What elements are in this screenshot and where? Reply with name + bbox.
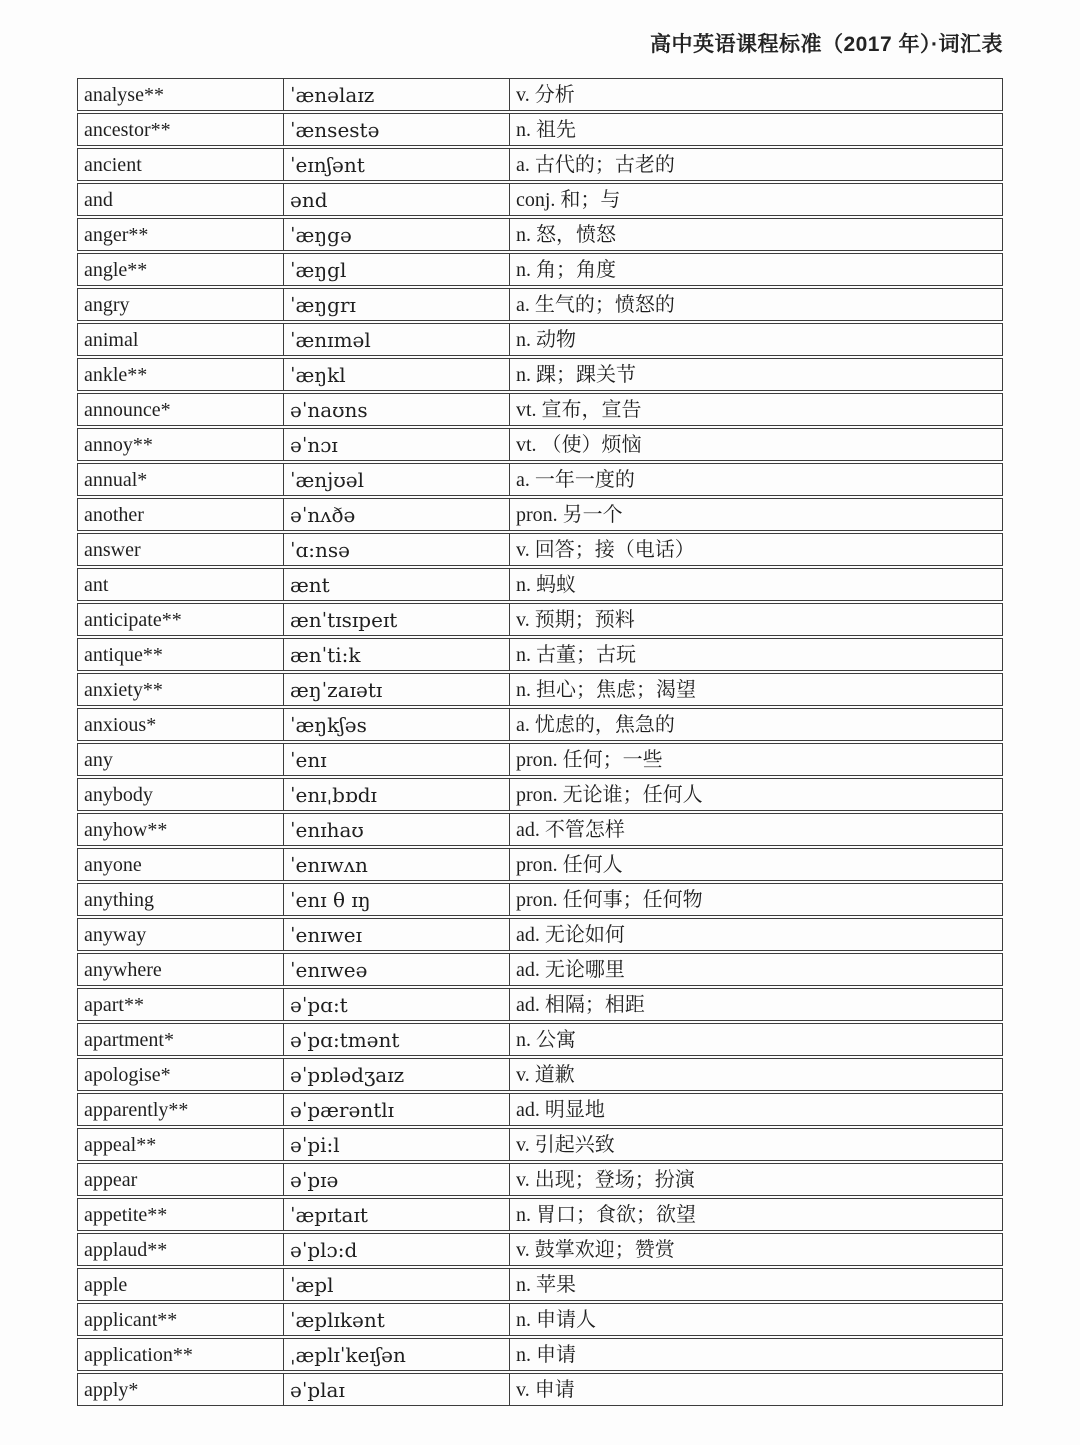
- word-cell: anger**: [77, 218, 283, 251]
- phonetic-cell: əˈnɔɪ: [283, 428, 509, 461]
- phonetic-cell: ænˈtɪsɪpeɪt: [283, 603, 509, 636]
- table-row: [77, 358, 1003, 391]
- meaning-cell: n. 担心；焦虑；渴望: [509, 673, 1003, 706]
- meaning-cell: ad. 明显地: [509, 1093, 1003, 1126]
- vocab-table: [77, 76, 1003, 1408]
- phonetic-cell: əˈnaʊns: [283, 393, 509, 426]
- meaning-cell: n. 苹果: [509, 1268, 1003, 1301]
- word-cell: anticipate**: [77, 603, 283, 636]
- meaning-cell: pron. 任何；一些: [509, 743, 1003, 776]
- phonetic-cell: ˈeɪnʃənt: [283, 148, 509, 181]
- table-row: [77, 1093, 1003, 1126]
- word-cell: angry: [77, 288, 283, 321]
- word-cell: anyway: [77, 918, 283, 951]
- phonetic-cell: ˈɑ:nsə: [283, 533, 509, 566]
- phonetic-cell: ˈæplɪkənt: [283, 1303, 509, 1336]
- meaning-cell: a. 忧虑的，焦急的: [509, 708, 1003, 741]
- table-row: [77, 1198, 1003, 1231]
- table-row: [77, 743, 1003, 776]
- phonetic-cell: əˈnʌðə: [283, 498, 509, 531]
- table-row: [77, 1268, 1003, 1301]
- table-row: [77, 848, 1003, 881]
- meaning-cell: ad. 无论哪里: [509, 953, 1003, 986]
- word-cell: ant: [77, 568, 283, 601]
- phonetic-cell: ənd: [283, 183, 509, 216]
- meaning-cell: n. 公寓: [509, 1023, 1003, 1056]
- table-row: [77, 708, 1003, 741]
- table-row: [77, 813, 1003, 846]
- meaning-cell: pron. 任何事；任何物: [509, 883, 1003, 916]
- meaning-cell: v. 申请: [509, 1373, 1003, 1406]
- phonetic-cell: əˈpɑ:tmənt: [283, 1023, 509, 1056]
- meaning-cell: ad. 相隔；相距: [509, 988, 1003, 1021]
- word-cell: annoy**: [77, 428, 283, 461]
- table-row: [77, 603, 1003, 636]
- word-cell: animal: [77, 323, 283, 356]
- phonetic-cell: ˈæŋkʃəs: [283, 708, 509, 741]
- word-cell: announce*: [77, 393, 283, 426]
- meaning-cell: pron. 任何人: [509, 848, 1003, 881]
- word-cell: apart**: [77, 988, 283, 1021]
- meaning-cell: n. 古董；古玩: [509, 638, 1003, 671]
- word-cell: anything: [77, 883, 283, 916]
- phonetic-cell: ænˈti:k: [283, 638, 509, 671]
- phonetic-cell: ˈenɪ: [283, 743, 509, 776]
- word-cell: angle**: [77, 253, 283, 286]
- table-row: [77, 218, 1003, 251]
- table-row: [77, 428, 1003, 461]
- word-cell: annual*: [77, 463, 283, 496]
- word-cell: application**: [77, 1338, 283, 1371]
- phonetic-cell: ˈenɪweɪ: [283, 918, 509, 951]
- meaning-cell: vt. 宣布，宣告: [509, 393, 1003, 426]
- table-row: [77, 148, 1003, 181]
- meaning-cell: a. 一年一度的: [509, 463, 1003, 496]
- phonetic-cell: əˈpɒlədʒaɪz: [283, 1058, 509, 1091]
- meaning-cell: n. 蚂蚁: [509, 568, 1003, 601]
- phonetic-cell: ˈæpl: [283, 1268, 509, 1301]
- word-cell: apartment*: [77, 1023, 283, 1056]
- word-cell: applicant**: [77, 1303, 283, 1336]
- phonetic-cell: ˈenɪ θ ɪŋ: [283, 883, 509, 916]
- phonetic-cell: ˈenɪˌbɒdɪ: [283, 778, 509, 811]
- phonetic-cell: ænt: [283, 568, 509, 601]
- word-cell: appetite**: [77, 1198, 283, 1231]
- meaning-cell: n. 申请: [509, 1338, 1003, 1371]
- meaning-cell: n. 角；角度: [509, 253, 1003, 286]
- phonetic-cell: ˈænjʊəl: [283, 463, 509, 496]
- table-row: [77, 288, 1003, 321]
- word-cell: analyse**: [77, 78, 283, 111]
- table-row: [77, 1233, 1003, 1266]
- meaning-cell: ad. 无论如何: [509, 918, 1003, 951]
- word-cell: another: [77, 498, 283, 531]
- table-row: [77, 533, 1003, 566]
- word-cell: anxiety**: [77, 673, 283, 706]
- meaning-cell: v. 分析: [509, 78, 1003, 111]
- word-cell: and: [77, 183, 283, 216]
- meaning-cell: ad. 不管怎样: [509, 813, 1003, 846]
- phonetic-cell: əˈpi:l: [283, 1128, 509, 1161]
- table-row: [77, 1128, 1003, 1161]
- word-cell: appeal**: [77, 1128, 283, 1161]
- phonetic-cell: æŋˈzaɪətɪ: [283, 673, 509, 706]
- meaning-cell: v. 出现；登场；扮演: [509, 1163, 1003, 1196]
- table-row: [77, 568, 1003, 601]
- meaning-cell: n. 胃口；食欲；欲望: [509, 1198, 1003, 1231]
- word-cell: apply*: [77, 1373, 283, 1406]
- phonetic-cell: əˈpærəntlɪ: [283, 1093, 509, 1126]
- table-row: [77, 638, 1003, 671]
- phonetic-cell: ˈæŋkl: [283, 358, 509, 391]
- table-row: [77, 778, 1003, 811]
- meaning-cell: pron. 无论谁；任何人: [509, 778, 1003, 811]
- table-row: [77, 883, 1003, 916]
- table-row: [77, 253, 1003, 286]
- meaning-cell: n. 怒，愤怒: [509, 218, 1003, 251]
- word-cell: applaud**: [77, 1233, 283, 1266]
- table-row: [77, 1303, 1003, 1336]
- table-row: [77, 393, 1003, 426]
- word-cell: ancient: [77, 148, 283, 181]
- table-row: [77, 1058, 1003, 1091]
- page-title: 高中英语课程标准（2017 年）·词汇表: [649, 33, 1003, 56]
- phonetic-cell: ˈenɪwʌn: [283, 848, 509, 881]
- phonetic-cell: əˈpɑ:t: [283, 988, 509, 1021]
- meaning-cell: n. 动物: [509, 323, 1003, 356]
- phonetic-cell: ˈenɪhaʊ: [283, 813, 509, 846]
- word-cell: any: [77, 743, 283, 776]
- meaning-cell: a. 古代的；古老的: [509, 148, 1003, 181]
- table-row: [77, 673, 1003, 706]
- phonetic-cell: əˈpɪə: [283, 1163, 509, 1196]
- word-cell: anywhere: [77, 953, 283, 986]
- word-cell: appear: [77, 1163, 283, 1196]
- phonetic-cell: ˈæŋgə: [283, 218, 509, 251]
- phonetic-cell: ˈæpɪtaɪt: [283, 1198, 509, 1231]
- word-cell: ancestor**: [77, 113, 283, 146]
- phonetic-cell: ˈænsestə: [283, 113, 509, 146]
- word-cell: anybody: [77, 778, 283, 811]
- meaning-cell: n. 踝；踝关节: [509, 358, 1003, 391]
- meaning-cell: vt. （使）烦恼: [509, 428, 1003, 461]
- meaning-cell: v. 道歉: [509, 1058, 1003, 1091]
- table-row: [77, 1338, 1003, 1371]
- word-cell: apparently**: [77, 1093, 283, 1126]
- meaning-cell: v. 鼓掌欢迎；赞赏: [509, 1233, 1003, 1266]
- word-cell: anyone: [77, 848, 283, 881]
- table-row: [77, 78, 1003, 111]
- phonetic-cell: ˈænɪməl: [283, 323, 509, 356]
- phonetic-cell: ˈæŋgl: [283, 253, 509, 286]
- table-row: [77, 183, 1003, 216]
- table-row: [77, 988, 1003, 1021]
- table-row: [77, 953, 1003, 986]
- phonetic-cell: ˈæŋgrɪ: [283, 288, 509, 321]
- table-row: [77, 1023, 1003, 1056]
- vocab-table-body: [77, 78, 1003, 1406]
- phonetic-cell: ˈenɪweə: [283, 953, 509, 986]
- word-cell: apple: [77, 1268, 283, 1301]
- table-row: [77, 463, 1003, 496]
- phonetic-cell: əˈplɔ:d: [283, 1233, 509, 1266]
- meaning-cell: v. 预期；预料: [509, 603, 1003, 636]
- word-cell: apologise*: [77, 1058, 283, 1091]
- meaning-cell: n. 祖先: [509, 113, 1003, 146]
- meaning-cell: conj. 和；与: [509, 183, 1003, 216]
- word-cell: antique**: [77, 638, 283, 671]
- word-cell: anyhow**: [77, 813, 283, 846]
- word-cell: anxious*: [77, 708, 283, 741]
- phonetic-cell: ˈænəlaɪz: [283, 78, 509, 111]
- table-row: [77, 323, 1003, 356]
- meaning-cell: pron. 另一个: [509, 498, 1003, 531]
- meaning-cell: n. 申请人: [509, 1303, 1003, 1336]
- meaning-cell: v. 引起兴致: [509, 1128, 1003, 1161]
- phonetic-cell: əˈplaɪ: [283, 1373, 509, 1406]
- table-row: [77, 1163, 1003, 1196]
- meaning-cell: v. 回答；接（电话）: [509, 533, 1003, 566]
- word-cell: ankle**: [77, 358, 283, 391]
- table-row: [77, 918, 1003, 951]
- table-row: [77, 113, 1003, 146]
- meaning-cell: a. 生气的；愤怒的: [509, 288, 1003, 321]
- table-row: [77, 1373, 1003, 1406]
- word-cell: answer: [77, 533, 283, 566]
- phonetic-cell: ˌæplɪˈkeɪʃən: [283, 1338, 509, 1371]
- table-row: [77, 498, 1003, 531]
